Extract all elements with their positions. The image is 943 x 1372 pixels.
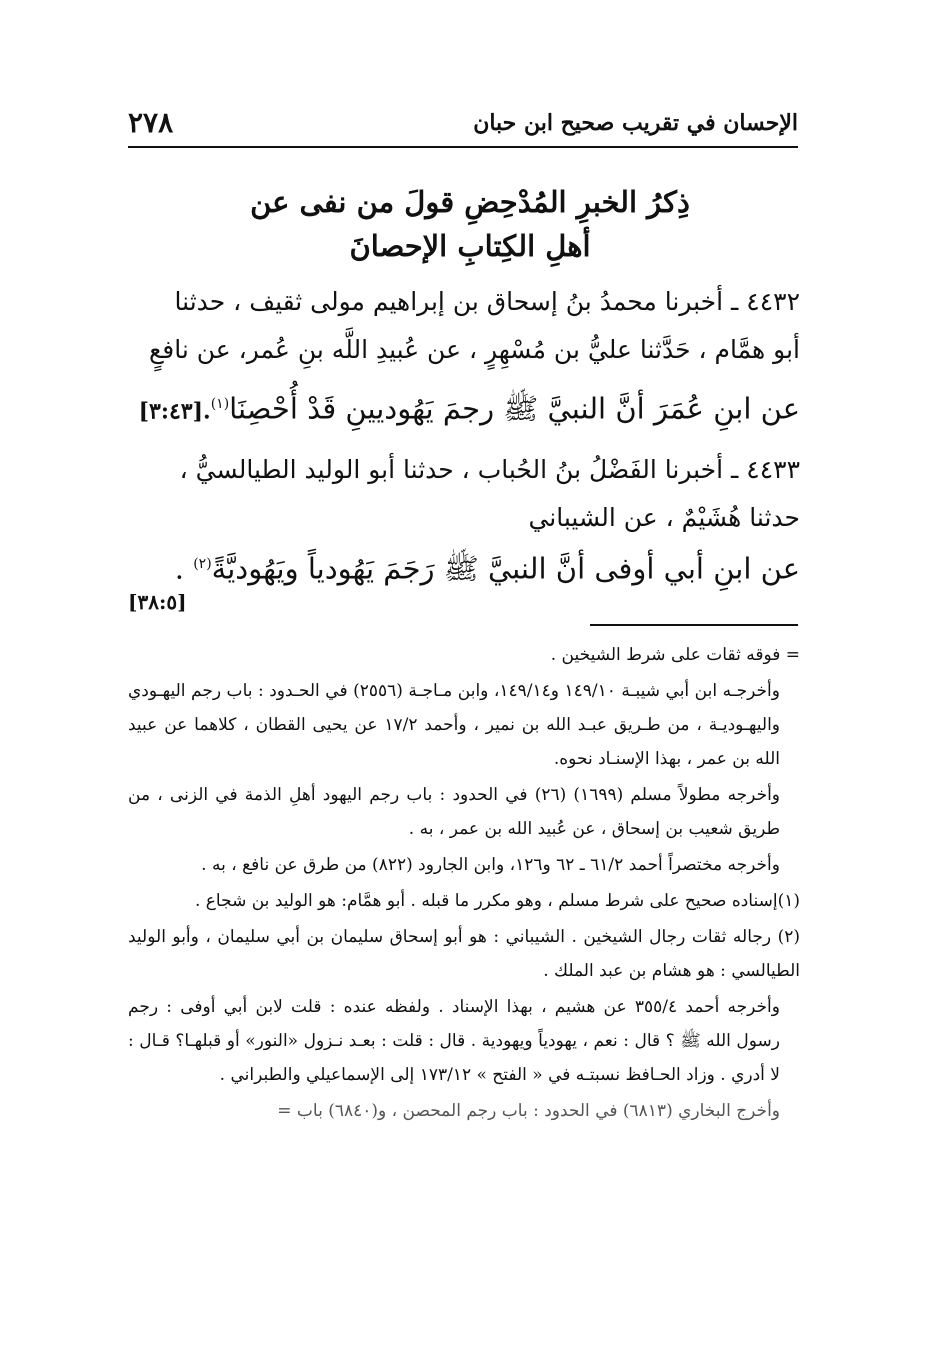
hadith-4433-matn: عن ابنِ أبي أوفى أنَّ النبيَّ ﷺ رَجَمَ يَهُودياً ويَهُوديَّةً$^{(٢)}$ . — [174, 551, 800, 586]
running-title: الإحسان في تقريب صحيح ابن حبان — [473, 110, 798, 136]
footnote-marker: (٢) — [193, 556, 212, 572]
matn-text: عن ابنِ أبي أوفى أنَّ النبيَّ ﷺ رَجَمَ يَهُودياً ويَهُوديَّةً — [211, 551, 800, 586]
isnad-line: ٤٤٣٣ ـ أخبرنا الفَضْلُ بنُ الحُباب ، حدثنا أبو الوليد الطيالسيُّ ، — [179, 455, 800, 484]
chapter-heading — [200, 180, 740, 268]
isnad-line: ٤٤٣٢ ـ أخبرنا محمدُ بنُ إسحاق بن إبراهيم مولى ثقيف ، حدثنا — [174, 287, 800, 316]
footnote-1: (١)إسناده صحيح على شرط مسلم ، وهو مكرر ما قبله . أبو همَّام: هو الوليد بن شجاع . — [194, 891, 800, 911]
footnote-paragraph: = فوقه ثقات على شرط الشيخين . — [550, 645, 800, 665]
hadith-4432-isnad — [128, 278, 800, 374]
footnote-paragraph: وأخرجه مختصراً أحمد ٦١/٢ ـ ٦٢ و١٢٦، وابن الجارود (٨٢٢) من طرق عن نافع ، به . — [201, 855, 780, 875]
page-header — [128, 104, 798, 148]
hadith-4432-matn — [128, 380, 800, 436]
footnote-2: (٢) رجاله ثقات رجال الشيخين . الشيباني : هو أبو إسحاق سليمان بن أبي سليمان ، وأبو الوليد الطيالسي : هو هشام بن عبد الملك . — [128, 927, 800, 981]
reference: .[٣:٤٣] — [138, 398, 211, 425]
page-number: ٢٧٨ — [128, 106, 174, 139]
matn-text: عن ابنِ عُمَرَ أنَّ النبيَّ ﷺ رجمَ يَهُوديينِ قَدْ أُحْصِنَا — [229, 391, 800, 426]
footnotes — [128, 638, 800, 1130]
isnad-line: حدثنا هُشَيْمٌ ، عن الشيباني — [528, 503, 800, 532]
hadith-4433-isnad — [128, 446, 800, 542]
chapter-heading-line2: أهلِ الكِتابِ الإحصانَ — [349, 229, 591, 263]
reference: [٣٨:٥] — [128, 590, 187, 614]
chapter-heading-line1: ذِكرُ الخبرِ المُدْحِضِ قولَ من نفى عن — [250, 185, 690, 219]
footnote-marker: (١) — [210, 396, 230, 412]
footnote-paragraph: وأخرجه أحمد ٣٥٥/٤ عن هشيم ، بهذا الإسناد . ولفظه عنده : قلت لابن أبي أوفى : رجم رسول الله ﷺ ؟ قال : نعم ، يهودياً ويهودية . قال : قلت : بعـد نـزول «النور» أو قبلهـا؟ قـال : لا أدري . وزاد الحـافظ نسبتـه في « الفتح » ١٧٣/١٢ إلى الإسماعيلي والطبراني . — [128, 997, 780, 1085]
footnote-paragraph: وأخرجه مطولاً مسلم (١٦٩٩) (٢٦) في الحدود : باب رجم اليهود أهلِ الذمة في الزنى ، من طريق شعيب بن إسحاق ، عن عُبيد الله بن عمر ، به . — [128, 785, 781, 839]
footnote-paragraph: وأخرج البخاري (٦٨١٣) في الحدود : باب رجم المحصن ، و(٦٨٤٠) باب = — [277, 1101, 780, 1121]
footnote-separator — [590, 624, 798, 626]
footnote-paragraph: وأخرجـه ابن أبي شيبـة ١٤٩/١٠ و١٤٩/١٤، وابن مـاجـة (٢٥٥٦) في الحـدود : باب رجم اليهـودي واليهـوديـة ، من طـريق عبـد الله بن نمير ، وأحمد ١٧/٢ عن يحيى القطان ، كلاهما عن عبيد الله بن عمر ، بهذا الإسنـاد نحوه. — [128, 681, 781, 769]
isnad-line: أبو همَّام ، حَدَّثنا عليُّ بن مُسْهِرٍ ، عن عُبيدِ اللَّه بنِ عُمر، عن نافعٍ — [149, 335, 800, 364]
